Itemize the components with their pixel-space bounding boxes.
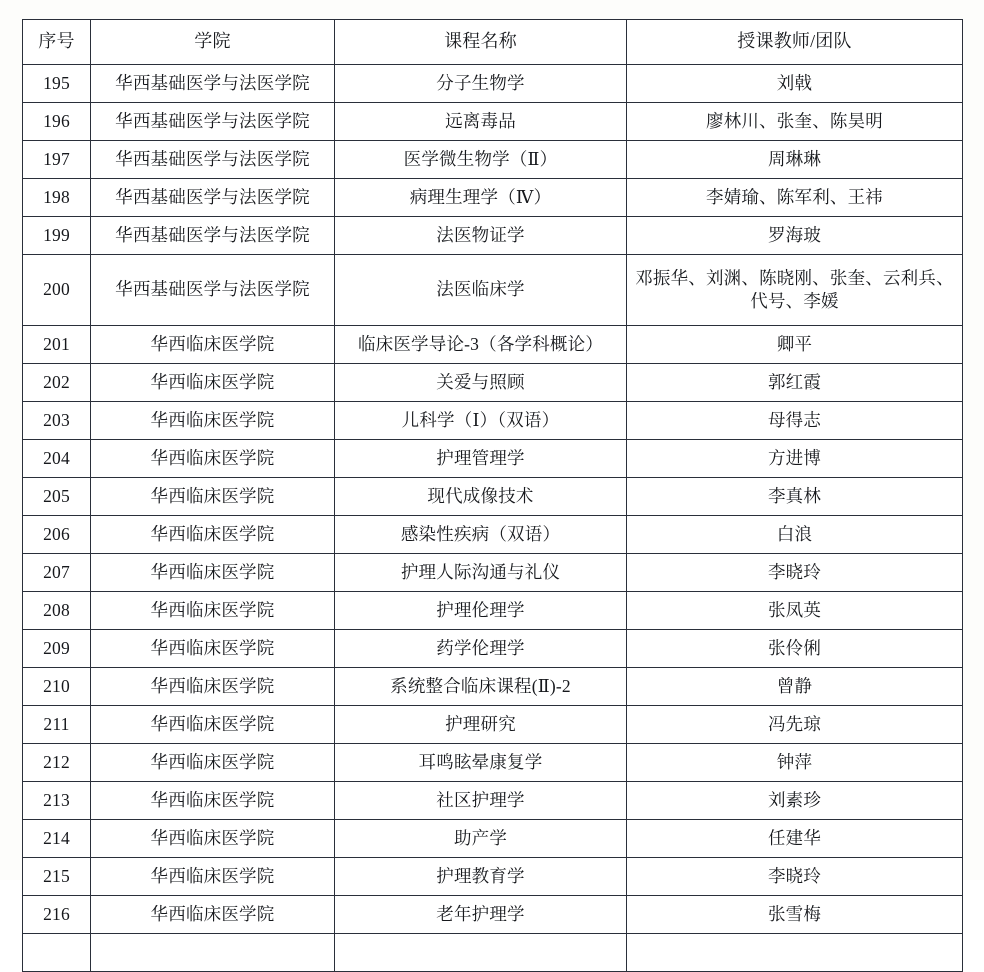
cell-course: 助产学 — [335, 820, 627, 858]
cell-course: 药学伦理学 — [335, 630, 627, 668]
cell-no: 212 — [23, 744, 91, 782]
course-table-container — [22, 19, 962, 972]
cell-teacher: 白浪 — [627, 516, 963, 554]
cell-no: 195 — [23, 65, 91, 103]
table-row — [23, 141, 963, 179]
cell-no: 209 — [23, 630, 91, 668]
table-row — [23, 630, 963, 668]
cell-course: 法医临床学 — [335, 255, 627, 326]
cell-course: 分子生物学 — [335, 65, 627, 103]
table-row — [23, 554, 963, 592]
cell-teacher: 李晓玲 — [627, 858, 963, 896]
cell-teacher: 方进博 — [627, 440, 963, 478]
table-row — [23, 65, 963, 103]
table-row — [23, 217, 963, 255]
table-row — [23, 255, 963, 326]
cell-course: 儿科学（Ⅰ）（双语） — [335, 402, 627, 440]
cell-partial — [627, 934, 963, 972]
cell-course: 感染性疾病（双语） — [335, 516, 627, 554]
cell-college: 华西临床医学院 — [91, 668, 335, 706]
cell-no: 210 — [23, 668, 91, 706]
cell-no: 206 — [23, 516, 91, 554]
cell-no: 216 — [23, 896, 91, 934]
cell-no: 196 — [23, 103, 91, 141]
cell-college: 华西临床医学院 — [91, 326, 335, 364]
cell-college: 华西临床医学院 — [91, 896, 335, 934]
cell-teacher: 母得志 — [627, 402, 963, 440]
cell-no: 203 — [23, 402, 91, 440]
cell-teacher: 任建华 — [627, 820, 963, 858]
table-row — [23, 896, 963, 934]
cell-no: 199 — [23, 217, 91, 255]
table-row — [23, 706, 963, 744]
cell-college: 华西临床医学院 — [91, 744, 335, 782]
cell-teacher: 张伶俐 — [627, 630, 963, 668]
table-row — [23, 402, 963, 440]
cell-course: 病理生理学（Ⅳ） — [335, 179, 627, 217]
cell-teacher: 刘戟 — [627, 65, 963, 103]
cell-course: 老年护理学 — [335, 896, 627, 934]
cell-course: 医学微生物学（Ⅱ） — [335, 141, 627, 179]
cell-college: 华西临床医学院 — [91, 554, 335, 592]
table-row — [23, 668, 963, 706]
table-header — [23, 20, 963, 65]
cell-no: 202 — [23, 364, 91, 402]
cell-course: 现代成像技术 — [335, 478, 627, 516]
table-body — [23, 65, 963, 972]
cell-college: 华西临床医学院 — [91, 478, 335, 516]
column-header-college: 学院 — [91, 20, 335, 65]
course-table — [22, 19, 963, 972]
cell-no: 207 — [23, 554, 91, 592]
cell-course: 护理教育学 — [335, 858, 627, 896]
cell-teacher: 罗海玻 — [627, 217, 963, 255]
cell-course: 远离毒品 — [335, 103, 627, 141]
cell-college: 华西临床医学院 — [91, 706, 335, 744]
cell-no: 211 — [23, 706, 91, 744]
cell-course: 护理伦理学 — [335, 592, 627, 630]
cell-course: 护理管理学 — [335, 440, 627, 478]
cell-college: 华西临床医学院 — [91, 858, 335, 896]
table-row — [23, 440, 963, 478]
cell-teacher: 廖林川、张奎、陈昊明 — [627, 103, 963, 141]
cell-teacher: 张凤英 — [627, 592, 963, 630]
cell-course: 关爱与照顾 — [335, 364, 627, 402]
cell-no: 200 — [23, 255, 91, 326]
cell-teacher: 冯先琼 — [627, 706, 963, 744]
cell-no: 204 — [23, 440, 91, 478]
table-row — [23, 516, 963, 554]
cell-partial — [335, 934, 627, 972]
cell-no: 213 — [23, 782, 91, 820]
table-row-partial — [23, 934, 963, 972]
cell-college: 华西临床医学院 — [91, 364, 335, 402]
cell-college: 华西基础医学与法医学院 — [91, 141, 335, 179]
table-row — [23, 820, 963, 858]
table-header-row — [23, 20, 963, 65]
table-row — [23, 326, 963, 364]
cell-college: 华西临床医学院 — [91, 592, 335, 630]
table-row — [23, 103, 963, 141]
cell-course: 法医物证学 — [335, 217, 627, 255]
cell-course: 护理人际沟通与礼仪 — [335, 554, 627, 592]
cell-no: 205 — [23, 478, 91, 516]
cell-college: 华西基础医学与法医学院 — [91, 255, 335, 326]
column-header-teacher: 授课教师/团队 — [627, 20, 963, 65]
cell-teacher: 李晓玲 — [627, 554, 963, 592]
table-row — [23, 782, 963, 820]
column-header-course: 课程名称 — [335, 20, 627, 65]
cell-teacher: 李真林 — [627, 478, 963, 516]
cell-college: 华西基础医学与法医学院 — [91, 179, 335, 217]
cell-teacher: 李婧瑜、陈军利、王祎 — [627, 179, 963, 217]
cell-teacher: 曾静 — [627, 668, 963, 706]
cell-college: 华西临床医学院 — [91, 402, 335, 440]
cell-partial — [91, 934, 335, 972]
cell-course: 系统整合临床课程(Ⅱ)-2 — [335, 668, 627, 706]
cell-teacher: 卿平 — [627, 326, 963, 364]
cell-college: 华西临床医学院 — [91, 820, 335, 858]
cell-no: 197 — [23, 141, 91, 179]
cell-no: 208 — [23, 592, 91, 630]
cell-college: 华西基础医学与法医学院 — [91, 65, 335, 103]
cell-course: 护理研究 — [335, 706, 627, 744]
cell-course: 临床医学导论-3（各学科概论） — [335, 326, 627, 364]
cell-course: 耳鸣眩晕康复学 — [335, 744, 627, 782]
cell-course: 社区护理学 — [335, 782, 627, 820]
cell-teacher: 邓振华、刘渊、陈晓刚、张奎、云利兵、代号、李媛 — [627, 255, 963, 326]
table-row — [23, 478, 963, 516]
cell-no: 201 — [23, 326, 91, 364]
table-row — [23, 744, 963, 782]
cell-teacher: 钟萍 — [627, 744, 963, 782]
table-row — [23, 179, 963, 217]
cell-no: 214 — [23, 820, 91, 858]
table-row — [23, 592, 963, 630]
cell-college: 华西临床医学院 — [91, 782, 335, 820]
table-row — [23, 858, 963, 896]
cell-college: 华西临床医学院 — [91, 630, 335, 668]
cell-teacher: 刘素珍 — [627, 782, 963, 820]
cell-teacher: 郭红霞 — [627, 364, 963, 402]
cell-teacher: 张雪梅 — [627, 896, 963, 934]
table-row — [23, 364, 963, 402]
cell-college: 华西临床医学院 — [91, 440, 335, 478]
cell-teacher: 周琳琳 — [627, 141, 963, 179]
cell-no: 198 — [23, 179, 91, 217]
column-header-no: 序号 — [23, 20, 91, 65]
cell-college: 华西临床医学院 — [91, 516, 335, 554]
cell-no: 215 — [23, 858, 91, 896]
cell-partial — [23, 934, 91, 972]
cell-college: 华西基础医学与法医学院 — [91, 217, 335, 255]
cell-college: 华西基础医学与法医学院 — [91, 103, 335, 141]
